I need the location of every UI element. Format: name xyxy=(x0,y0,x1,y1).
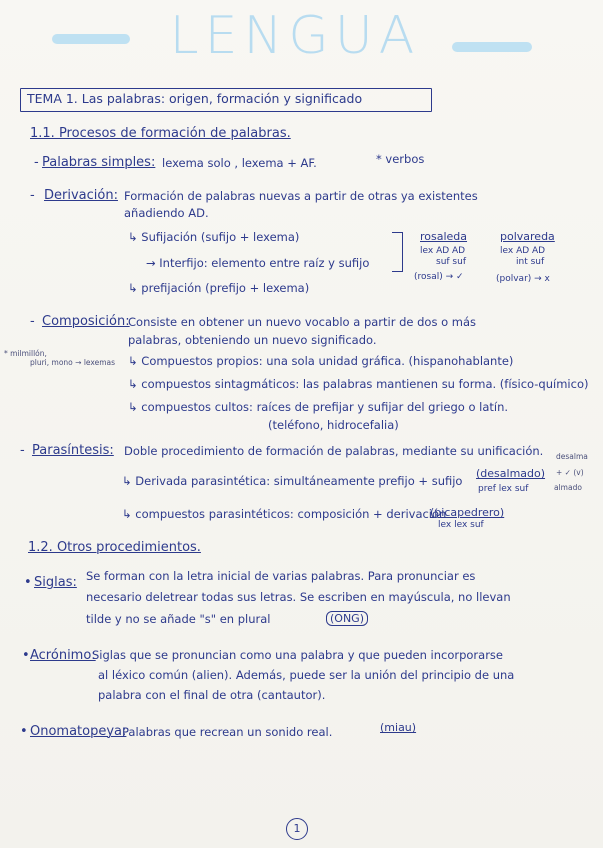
acronimo-line1: Siglas que se pronuncian como una palabra y que pueden incorporarse xyxy=(92,648,504,662)
prefijacion: ↳ prefijación (prefijo + lexema) xyxy=(128,281,310,295)
polvareda-parts: lex AD AD xyxy=(500,246,546,256)
onomatopeya-label: Onomatopeya: xyxy=(30,724,127,739)
title-highlight-right xyxy=(452,42,532,52)
desalmado-parts: pref lex suf xyxy=(478,484,529,494)
section-heading-1-2: 1.2. Otros procedimientos. xyxy=(28,540,201,555)
page-title: LENGUA xyxy=(169,6,421,66)
compuestos-propios: ↳ Compuestos propios: una sola unidad gráfica. (hispanohablante) xyxy=(128,354,514,368)
bullet-dash: - xyxy=(34,155,39,170)
acronimo-line2: al léxico común (alien). Además, puede ser la unión del principio de una xyxy=(98,668,515,682)
bullet-dash: - xyxy=(30,314,35,329)
onomatopeya-text: Palabras que recrean un sonido real. xyxy=(122,725,333,739)
sufijacion: ↳ Sufijación (sufijo + lexema) xyxy=(128,230,300,244)
title-highlight-left xyxy=(52,34,130,44)
derivacion-label: Derivación: xyxy=(44,188,118,203)
desalmado-side-3: almado xyxy=(554,483,582,492)
picapedrero-parts: lex lex suf xyxy=(438,520,484,530)
derivacion-line1: Formación de palabras nuevas a partir de otras ya existentes xyxy=(124,189,478,203)
bullet-dash: - xyxy=(20,443,25,458)
desalmado-example: (desalmado) xyxy=(476,467,546,480)
section-heading-1-1: 1.1. Procesos de formación de palabras. xyxy=(30,126,291,141)
bullet-dash: - xyxy=(30,188,35,203)
composicion-label: Composición: xyxy=(42,314,130,329)
desalmado-side-1: desalma xyxy=(556,452,588,461)
side-note-milmillon: * milmillón, xyxy=(4,349,47,358)
derivacion-line2: añadiendo AD. xyxy=(124,206,209,220)
example-rosaleda: rosaleda xyxy=(420,230,468,243)
rosaleda-check: (rosal) → ✓ xyxy=(414,272,464,282)
acronimo-line3: palabra con el final de otra (cantautor). xyxy=(98,688,326,702)
derivacion-bracket xyxy=(392,232,403,272)
simples-text: lexema solo , lexema + AF. xyxy=(162,156,317,170)
bullet-dot: • xyxy=(20,724,28,739)
bullet-dot: • xyxy=(22,648,30,663)
interfijo: → Interfijo: elemento entre raíz y sufijo xyxy=(146,256,370,270)
example-polvareda: polvareda xyxy=(500,230,555,243)
compuestos-cultos-example: (teléfono, hidrocefalia) xyxy=(268,418,399,432)
derivada-parasintetica: ↳ Derivada parasintética: simultáneamente prefijo + sufijo xyxy=(122,474,463,488)
tema-box xyxy=(20,88,432,112)
rosaleda-parts: lex AD AD xyxy=(420,246,466,256)
siglas-example xyxy=(326,612,368,625)
simples-note: * verbos xyxy=(376,152,425,166)
compuestos-parasinteticos: ↳ compuestos parasintéticos: composición + derivación xyxy=(122,507,447,521)
composicion-line1: Consiste en obtener un nuevo vocablo a partir de dos o más xyxy=(128,315,477,329)
parasintesis-line1: Doble procedimiento de formación de palabras, mediante su unificación. xyxy=(124,444,544,458)
side-note-lexemas: pluri, mono → lexemas xyxy=(30,358,116,367)
siglas-line2: necesario deletrear todas sus letras. Se escriben en mayúscula, no llevan xyxy=(86,590,511,604)
polvareda-sub: int suf xyxy=(516,257,545,267)
simples-label: Palabras simples: xyxy=(42,155,156,170)
desalmado-side-2: + ✓ (v) xyxy=(556,468,584,477)
siglas-line1: Se forman con la letra inicial de varias palabras. Para pronunciar es xyxy=(86,569,476,583)
acronimo-label: Acrónimo: xyxy=(30,648,96,663)
tema-title: TEMA 1. Las palabras: origen, formación y significado xyxy=(27,91,363,106)
siglas-example-text: (ONG) xyxy=(326,611,368,626)
picapedrero-example: (picapedrero) xyxy=(430,506,505,519)
parasintesis-label: Parasíntesis: xyxy=(32,443,114,458)
polvareda-cross: (polvar) → x xyxy=(496,274,550,284)
compuestos-cultos: ↳ compuestos cultos: raíces de prefijar y sufijar del griego o latín. xyxy=(128,400,509,414)
rosaleda-sub: suf suf xyxy=(436,257,466,267)
composicion-line2: palabras, obteniendo un nuevo significado. xyxy=(128,333,377,347)
compuestos-sintagmaticos: ↳ compuestos sintagmáticos: las palabras mantienen su forma. (físico-químico) xyxy=(128,377,589,391)
title-banner xyxy=(0,4,603,66)
bullet-dot: • xyxy=(24,575,32,590)
onomatopeya-example: (miau) xyxy=(380,721,417,734)
siglas-line3: tilde y no se añade "s" en plural xyxy=(86,612,271,626)
page-number: 1 xyxy=(286,818,308,840)
siglas-label: Siglas: xyxy=(34,575,77,590)
